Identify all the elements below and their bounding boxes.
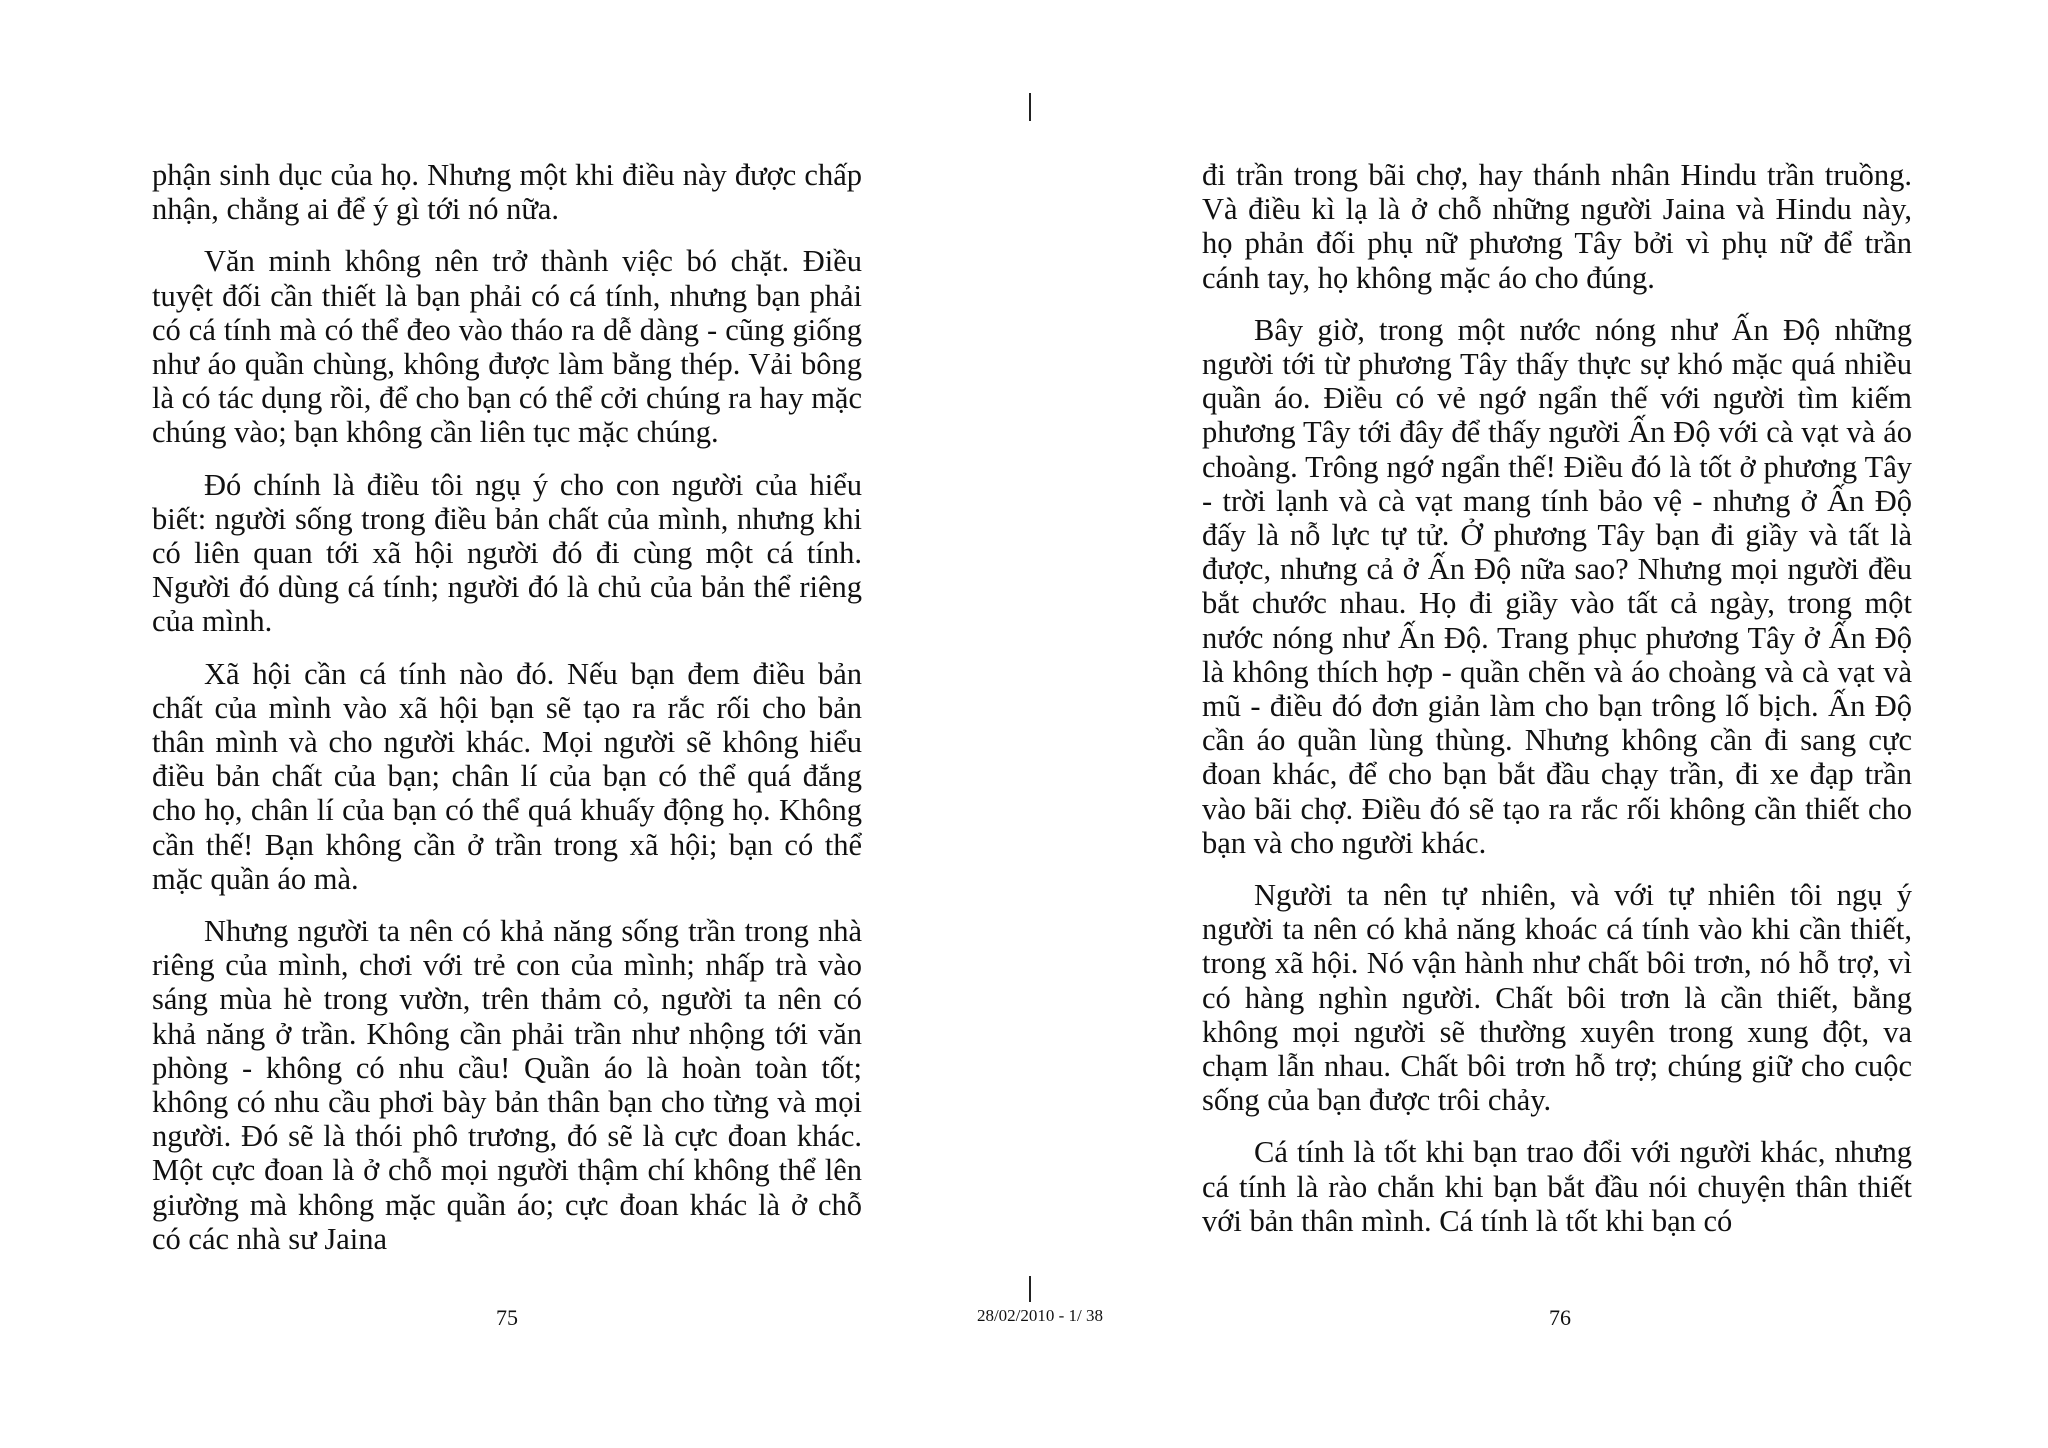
footer-date-page: 28/02/2010 - 1/ 38: [976, 1306, 1104, 1325]
right-paragraph-1: đi trần trong bãi chợ, hay thánh nhân Hindu trần truồng. Và điều kì lạ là ở chỗ những người Jaina và Hindu này, họ phản đối phụ nữ phương Tây bởi vì phụ nữ để trần cánh tay, họ không mặc áo cho đúng.: [1202, 158, 1912, 295]
left-paragraph-1: phận sinh dục của họ. Nhưng một khi điều này được chấp nhận, chẳng ai để ý gì tới nó nữa.: [152, 158, 862, 227]
binding-mark-top: [1029, 93, 1031, 121]
right-paragraph-4: Cá tính là tốt khi bạn trao đổi với người khác, nhưng cá tính là rào chắn khi bạn bắt đầu nói chuyện thân thiết với bản thân mình. Cá tính là tốt khi bạn có: [1202, 1135, 1912, 1238]
page-number-left: 75: [496, 1305, 518, 1330]
left-page: [152, 158, 862, 1256]
right-page: [1202, 158, 1912, 1238]
right-paragraph-3: Người ta nên tự nhiên, và với tự nhiên tôi ngụ ý người ta nên có khả năng khoác cá tính vào khi cần thiết, trong xã hội. Nó vận hành như chất bôi trơn, nó hỗ trợ, vì có hàng nghìn người. Chất bôi trơn là cần thiết, bằng không mọi người sẽ thường xuyên trong xung đột, va chạm lẫn nhau. Chất bôi trơn hỗ trợ; chúng giữ cho cuộc sống của bạn được trôi chảy.: [1202, 878, 1912, 1118]
left-paragraph-4: Xã hội cần cá tính nào đó. Nếu bạn đem điều bản chất của mình vào xã hội bạn sẽ tạo ra rắc rối cho bản thân mình và cho người khác. Mọi người sẽ không hiểu điều bản chất của bạn; chân lí của bạn có thể quá đắng cho họ, chân lí của bạn có thể quá khuấy động họ. Không cần thế! Bạn không cần ở trần trong xã hội; bạn có thể mặc quần áo mà.: [152, 656, 862, 896]
left-paragraph-5: Nhưng người ta nên có khả năng sống trần trong nhà riêng của mình, chơi với trẻ con của mình; nhấp trà vào sáng mùa hè trong vườn, trên thảm cỏ, người ta nên có khả năng ở trần. Không cần phải trần như nhộng tới văn phòng - không có nhu cầu! Quần áo là hoàn toàn tốt; không có nhu cầu phơi bày bản thân bạn cho từng và mọi người. Đó sẽ là thói phô trương, đó sẽ là cực đoan khác. Một cực đoan là ở chỗ mọi người thậm chí không thể lên giường mà không mặc quần áo; cực đoan khác là ở chỗ có các nhà sư Jaina: [152, 914, 862, 1256]
left-paragraph-3: Đó chính là điều tôi ngụ ý cho con người của hiểu biết: người sống trong điều bản chất của mình, nhưng khi có liên quan tới xã hội người đó đi cùng một cá tính. Người đó dùng cá tính; người đó là chủ của bản thể riêng của mình.: [152, 467, 862, 639]
binding-mark-bottom: [1029, 1276, 1031, 1302]
right-paragraph-2: Bây giờ, trong một nước nóng như Ấn Độ những người tới từ phương Tây thấy thực sự khó mặc quá nhiều quần áo. Điều có vẻ ngớ ngẩn thế với người tìm kiếm phương Tây tới đây để thấy người Ấn Độ với cà vạt và áo choàng. Trông ngớ ngẩn thế! Điều đó là tốt ở phương Tây - trời lạnh và cà vạt mang tính bảo vệ - nhưng ở Ấn Độ đấy là nỗ lực tự tử. Ở phương Tây bạn đi giầy và tất là được, nhưng cả ở Ấn Độ nữa sao? Nhưng mọi người đều bắt chước nhau. Họ đi giầy vào tất cả ngày, trong một nước nóng như Ấn Độ. Trang phục phương Tây ở Ấn Độ là không thích hợp - quần chẽn và áo choàng và cà vạt và mũ - điều đó đơn giản làm cho bạn trông lố bịch. Ấn Độ cần áo quần lùng thùng. Nhưng không cần đi sang cực đoan khác, để cho bạn bắt đầu chạy trần, đi xe đạp trần vào bãi chợ. Điều đó sẽ tạo ra rắc rối không cần thiết cho bạn và cho người khác.: [1202, 312, 1912, 860]
left-paragraph-2: Văn minh không nên trở thành việc bó chặt. Điều tuyệt đối cần thiết là bạn phải có cá tính, nhưng bạn phải có cá tính mà có thể đeo vào tháo ra dễ dàng - cũng giống như áo quần chùng, không được làm bằng thép. Vải bông là có tác dụng rồi, để cho bạn có thể cởi chúng ra hay mặc chúng vào; bạn không cần liên tục mặc chúng.: [152, 244, 862, 450]
page-number-right: 76: [1549, 1305, 1571, 1330]
